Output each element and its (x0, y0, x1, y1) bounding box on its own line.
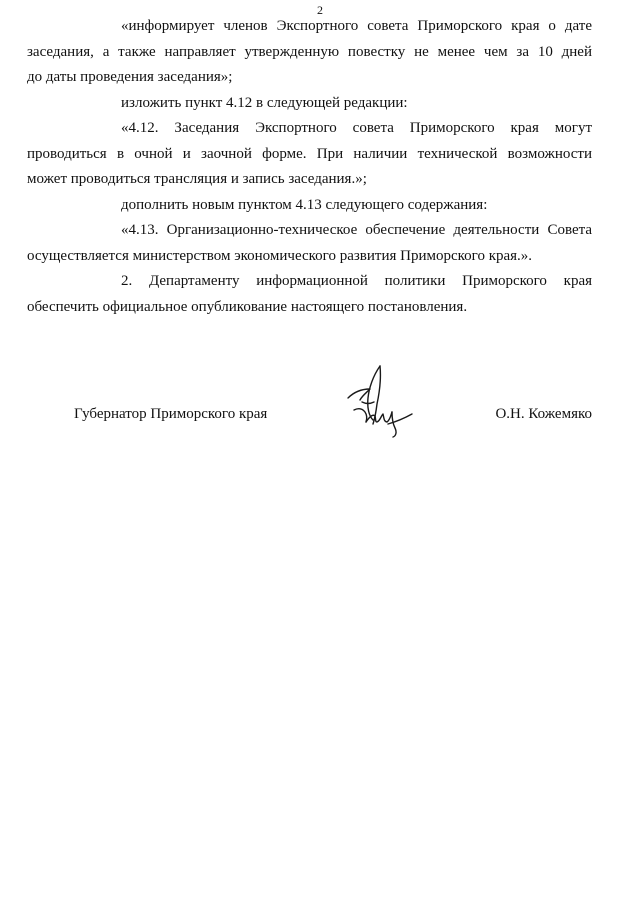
handwritten-signature (340, 362, 420, 442)
paragraph-line: заседания, а также направляет утвержденную повестку не менее чем за 10 дней (27, 43, 592, 60)
paragraph-quote-4-11 (27, 14, 592, 91)
signatory-name: О.Н. Кожемяко (495, 406, 592, 422)
paragraph-line: обеспечить официальное опубликование настоящего постановления. (27, 298, 468, 315)
paragraph-line: «информирует членов Экспортного совета Приморского края о дате (121, 18, 592, 34)
paragraph-line: может проводиться трансляция и запись заседания.»; (27, 171, 367, 187)
paragraph-line: изложить пункт 4.12 в следующей редакции: (121, 94, 408, 111)
paragraph-line: 2. Департаменту информационной политики Приморского края (121, 273, 592, 289)
paragraph-instruction-4-12 (74, 91, 592, 117)
paragraph-line: «4.12. Заседания Экспортного совета Приморского края могут (121, 120, 592, 136)
signature-block (74, 402, 592, 432)
paragraph-line: осуществляется министерством экономического развития Приморского края.». (27, 247, 533, 264)
paragraph-line: проводиться в очной и заочной форме. При наличии технической возможности (27, 145, 592, 162)
paragraph-quote-4-12 (27, 116, 592, 193)
paragraph-line: до даты проведения заседания»; (27, 69, 233, 85)
paragraph-line: дополнить новым пунктом 4.13 следующего содержания: (121, 196, 488, 213)
paragraph-quote-4-13 (27, 218, 592, 269)
signatory-title: Губернатор Приморского края (74, 406, 268, 422)
paragraph-instruction-4-13 (74, 193, 592, 219)
page-number: 2 (317, 3, 323, 17)
document-body (27, 14, 592, 320)
paragraph-line: «4.13. Организационно-техническое обеспечение деятельности Совета (121, 222, 592, 238)
paragraph-item-2 (27, 269, 592, 320)
